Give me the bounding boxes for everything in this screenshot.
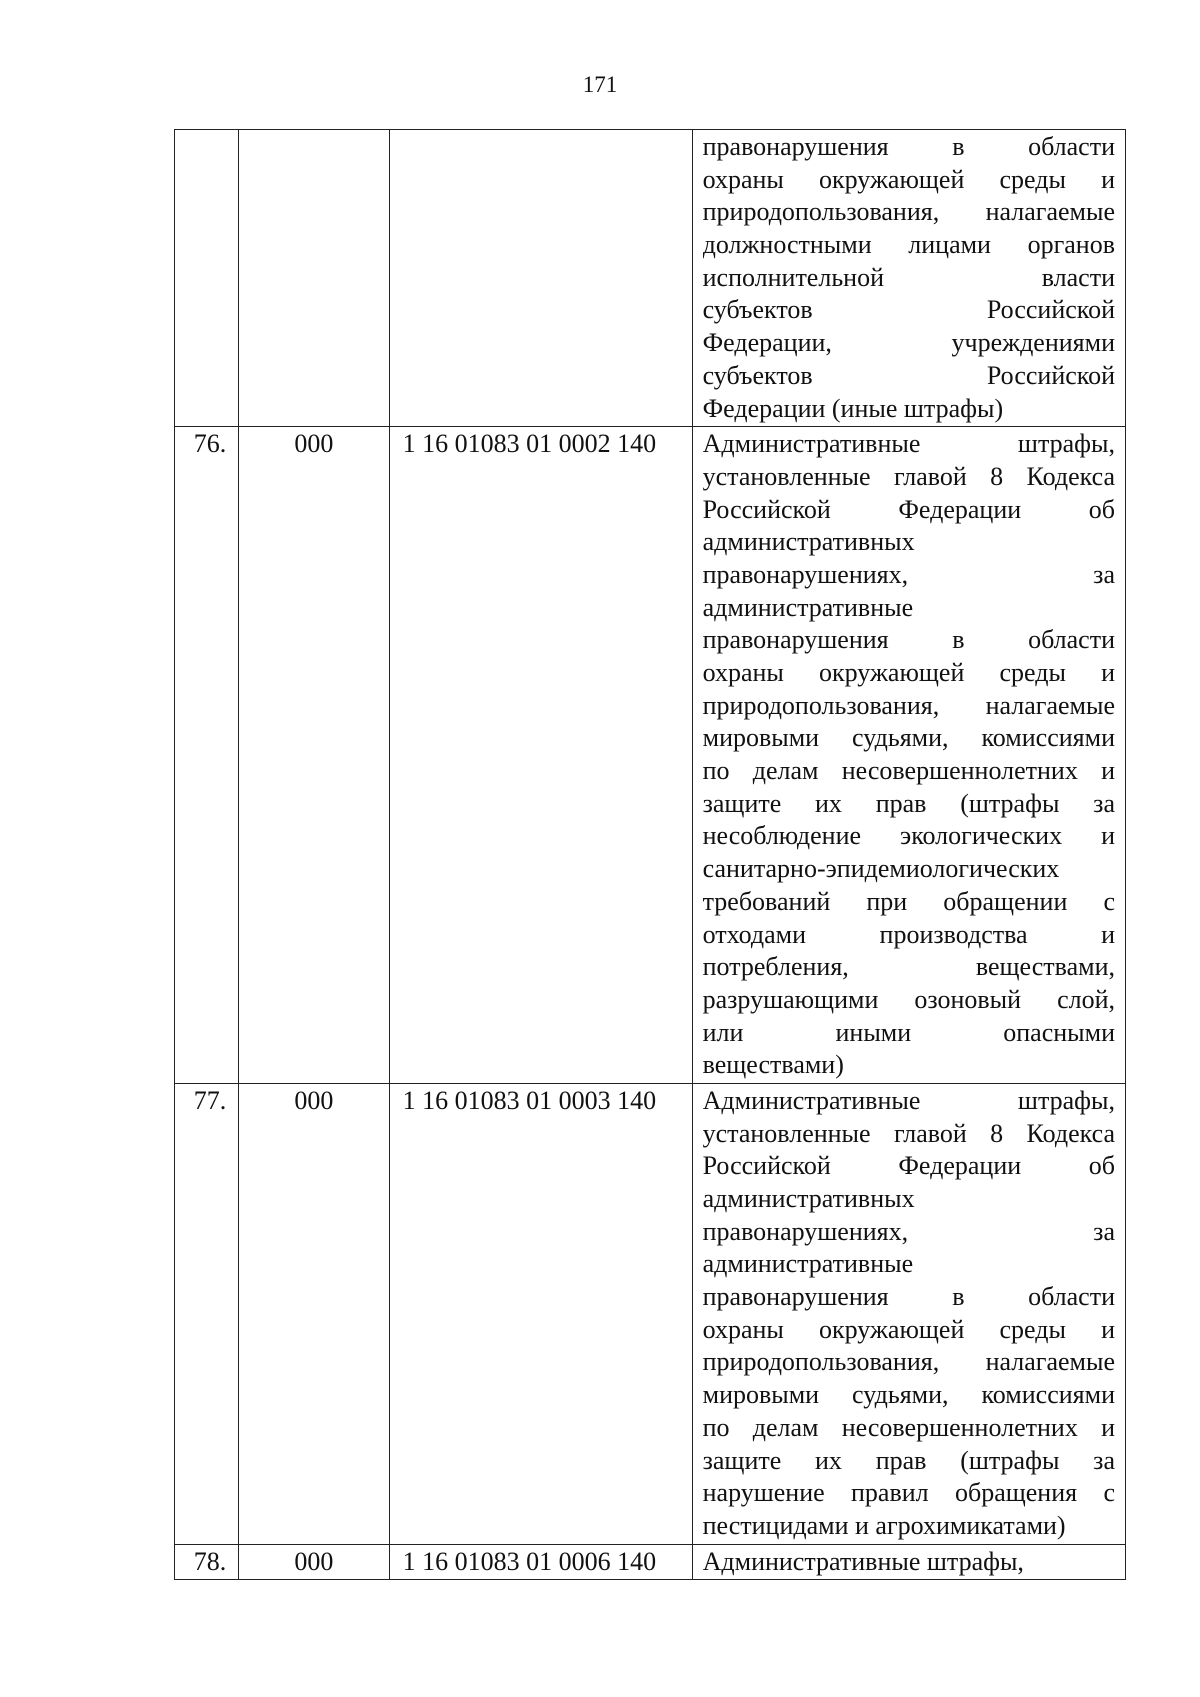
row-number: 76. (193, 429, 227, 459)
description-line: установленные главой 8 Кодекса (702, 461, 1115, 491)
admin-code: 000 (294, 429, 334, 459)
description-line: природопользования, налагаемые (702, 1347, 1115, 1377)
description-cell (692, 1083, 1125, 1544)
description-line: по делам несовершеннолетних и (702, 756, 1115, 786)
description-line: правонарушениях, за (702, 1216, 1115, 1246)
description-line: Административные штрафы, (702, 429, 1115, 459)
description-line: охраны окружающей среды и (702, 1314, 1115, 1344)
table-row (175, 1083, 1126, 1544)
budget-code-cell (389, 1083, 692, 1544)
description (693, 1545, 1125, 1580)
description-line: субъектов Российской (702, 360, 1115, 390)
admin-code (239, 130, 388, 132)
description-line: по делам несовершеннолетних и (702, 1412, 1115, 1442)
table-row (175, 130, 1126, 427)
description-line: или иными опасными (702, 1017, 1115, 1047)
description-line: требований при обращении с (702, 886, 1115, 916)
admin-code-cell (239, 427, 389, 1084)
description-line: охраны окружающей среды и (702, 658, 1115, 687)
budget-code-cell (389, 427, 692, 1084)
row-number: 77. (193, 1085, 227, 1115)
description-line: Административные штрафы, (702, 1085, 1115, 1115)
row-number (175, 130, 238, 132)
description-line: разрушающими озоновый слой, (702, 984, 1115, 1014)
admin-code: 000 (294, 1546, 334, 1576)
description-line: Административные штрафы, (702, 1546, 1024, 1576)
budget-codes-table (174, 129, 1126, 1580)
description-line: защите их прав (штрафы за (702, 788, 1115, 818)
description-line: пестицидами и агрохимикатами) (702, 1510, 1066, 1540)
description (693, 1084, 1125, 1544)
description-line: природопользования, налагаемые (702, 197, 1115, 227)
description-line: Российской Федерации об (702, 1151, 1115, 1181)
description-line: исполнительной власти (702, 262, 1115, 292)
description-line: административных (702, 527, 915, 557)
budget-code: 1 16 01083 01 0002 140 (402, 429, 657, 459)
description-line: правонарушениях, за (702, 559, 1115, 589)
row-number-cell (175, 427, 239, 1084)
description-line: Российской Федерации об (702, 494, 1115, 524)
description-cell (692, 1544, 1125, 1580)
description-line: должностными лицами органов (702, 230, 1115, 260)
description-line: субъектов Российской (702, 295, 1115, 325)
description-cell (692, 130, 1125, 427)
description-cell (692, 427, 1125, 1084)
budget-code-cell (389, 1544, 692, 1580)
row-number-cell (175, 1544, 239, 1580)
description-line: природопользования, налагаемые (702, 690, 1115, 720)
table-row (175, 1544, 1126, 1580)
description-line: санитарно-эпидемиологических (702, 854, 1060, 884)
admin-code-cell (239, 1083, 389, 1544)
description-line: административные (702, 592, 914, 622)
admin-code-cell (239, 1544, 389, 1580)
admin-code-cell (239, 130, 389, 427)
description (693, 130, 1125, 426)
budget-code: 1 16 01083 01 0006 140 (402, 1546, 657, 1576)
description-line: нарушение правил обращения с (702, 1478, 1115, 1508)
row-number: 78. (193, 1546, 227, 1576)
budget-code-cell (389, 130, 692, 427)
description-line: веществами) (702, 1050, 844, 1080)
description-line: правонарушения в области (702, 625, 1115, 655)
description-line: охраны окружающей среды и (702, 164, 1115, 194)
table-body (175, 130, 1126, 1580)
row-number-cell (175, 130, 239, 427)
description-line: мировыми судьями, комиссиями (702, 1380, 1115, 1410)
description (693, 427, 1125, 1083)
description-line: отходами производства и (702, 919, 1115, 949)
page-number: 171 (582, 72, 618, 97)
budget-code: 1 16 01083 01 0003 140 (402, 1085, 657, 1115)
description-line: Федерации (иные штрафы) (702, 393, 1004, 423)
row-number-cell (175, 1083, 239, 1544)
description-line: правонарушения в области (702, 132, 1115, 161)
description-line: потребления, веществами, (702, 952, 1115, 982)
description-line: несоблюдение экологических и (702, 821, 1115, 851)
description-line: мировыми судьями, комиссиями (702, 723, 1115, 753)
budget-code (390, 130, 692, 132)
description-line: правонарушения в области (702, 1282, 1115, 1312)
description-line: установленные главой 8 Кодекса (702, 1118, 1115, 1148)
table-row (175, 427, 1126, 1084)
description-line: административные (702, 1249, 914, 1279)
description-line: административных (702, 1184, 915, 1213)
description-line: защите их прав (штрафы за (702, 1445, 1115, 1475)
admin-code: 000 (294, 1085, 334, 1115)
description-line: Федерации, учреждениями (702, 328, 1115, 358)
